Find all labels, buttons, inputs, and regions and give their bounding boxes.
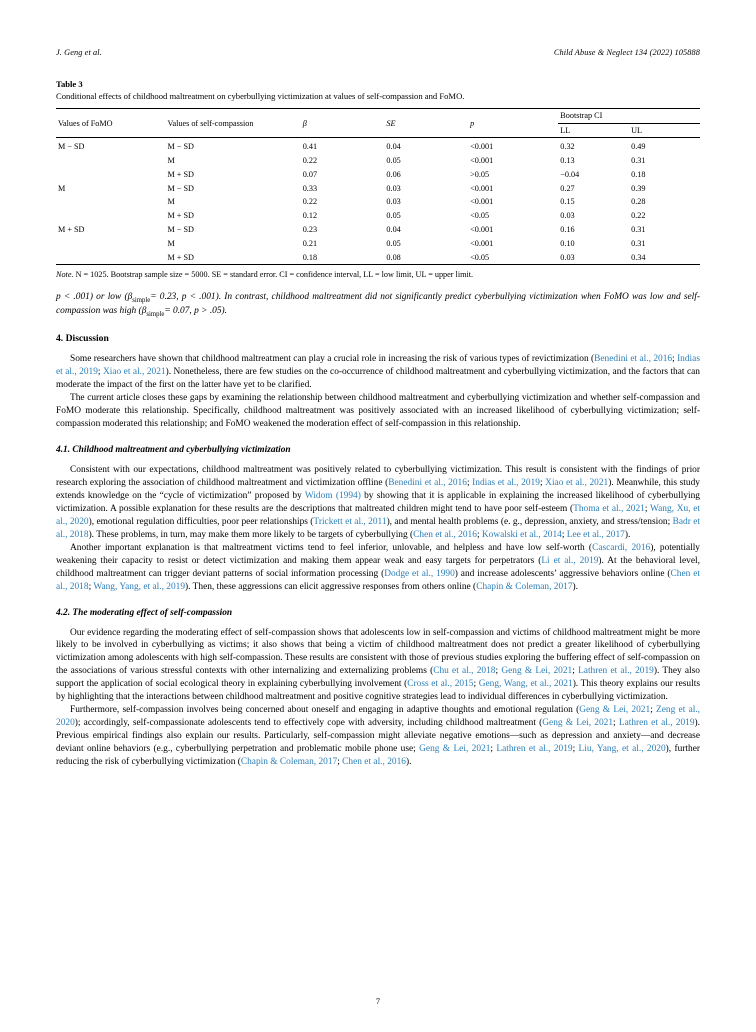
citation-link[interactable]: Geng & Lei, 2021 [419,744,491,755]
cell-se: 0.05 [386,156,401,166]
citation-link[interactable]: Liu, Yang, et al., 2020 [578,744,666,755]
cell-ul: 0.31 [631,238,646,248]
citation-link[interactable]: Chu et al., 2018 [433,666,496,677]
text-run: ; [473,679,479,690]
cell-ul: 0.18 [631,169,646,179]
citation-link[interactable]: Chen et al., 2016 [413,529,477,540]
cell-se: 0.04 [386,224,401,234]
beta-symbol-2: β [141,305,147,316]
cell-p: <0.001 [470,224,494,234]
cell-fomo [56,195,165,209]
citation-link[interactable]: Geng & Lei, 2021 [579,705,651,716]
cell-p: <0.05 [468,250,558,264]
text-run: ). [624,529,631,540]
text-run: ). Then, these aggressions can elicit aggressive responses from others online ( [185,581,477,592]
cell-ll: 0.32 [560,142,575,152]
cell-sc: M + SD [165,250,300,264]
table-note-label: Note. [56,269,74,279]
table-note [56,270,700,281]
cell-sc: M [167,238,175,248]
text-run: ; [490,744,497,755]
paragraph-discussion-1 [56,353,700,392]
citation-link[interactable]: Geng & Lei, 2021 [542,718,614,729]
citation-link[interactable]: Kowalski et al., 2014 [481,529,562,540]
table-row [56,181,700,195]
citation-link[interactable]: Wang, Yang, et al., 2019 [93,581,186,592]
cell-se: 0.05 [386,238,401,248]
table-row [56,167,700,181]
table-row [56,154,700,168]
cell-sc: M [167,197,175,207]
text-run: ; [572,744,579,755]
cell-ul: 0.39 [631,183,646,193]
running-head-authors: J. Geng et al. [56,48,102,57]
text-run: ). These problems, in turn, may make them more likely to be targets of cyberbullying ( [88,529,414,540]
citation-link[interactable]: Wang, Xu, et al., 2020 [56,503,701,527]
citation-link[interactable]: Thoma et al., 2021 [573,503,645,514]
cell-fomo: M + SD [58,224,85,234]
cell-p: >0.05 [470,169,490,179]
text-run: ). [572,581,579,592]
cell-fomo: M − SD [58,142,85,152]
col-header-beta: β [301,108,385,138]
col-header-fomo: Values of FoMO [56,108,165,138]
cell-p: <0.001 [470,142,494,152]
text-run: ). At the behavioral level, childhood maltreatment can trigger deviant patterns of social information processing ( [56,555,700,579]
cell-sc: M + SD [167,211,194,221]
citation-link[interactable]: Chapin & Coleman, 2017 [476,581,573,592]
cell-p: <0.05 [470,211,490,221]
cell-beta: 0.21 [302,238,318,248]
citation-link[interactable]: Xiao et al., 2021 [545,477,609,488]
citation-link[interactable]: Indias et al., 2019 [56,354,700,377]
cell-ll: 0.16 [560,224,575,234]
text-run: ; [476,529,482,540]
cell-ul: 0.31 [631,156,646,166]
text-run: ; [88,581,94,592]
table-row [56,250,700,264]
paragraph-4-2-1 [56,627,700,705]
cell-beta: 0.33 [302,183,318,193]
cell-ul: 0.34 [629,250,700,264]
text-run: ; [672,354,678,364]
text-run: ; [644,503,650,514]
p-continued-b: = 0.23, p < .001). In contrast, childhood maltreatment did not significantly predict cyberbullying victimization when FoMO was low and self-compassion was high ( [56,291,700,316]
text-run: ), emotional regulation difficulties, poor peer relationships ( [88,516,314,527]
cell-ul: 0.31 [631,224,646,234]
cell-beta: 0.22 [302,156,318,166]
cell-beta: 0.41 [302,142,318,152]
text-run: ). This theory explains our results by highlighting that the interactions between childhood maltreatment and positive cognitive strategies lead to individual differences in cyberbullying victimization. [56,679,700,703]
cell-fomo [56,154,165,168]
cell-sc: M − SD [167,142,194,152]
citation-link[interactable]: Benedini et al., 2016 [388,477,467,488]
text-run: Our evidence regarding the moderating effect of self-compassion shows that adolescents low in self-compassion and victims of childhood maltreatment might be more likely to be involved in cyberbullying as victims; it also shows that being a victim of childhood maltreatment does not predict a greater likelihood of cyberbullying victimization among adolescents with high self-compassion. These results are consistent with those of previous studies exploring the buffering effect of self-compassion on the associations of various stressful contexts with other internalizing and externalizing problems ( [56,627,700,677]
text-run: ), further reducing the risk of cyberbullying victimization ( [56,744,701,768]
cell-p: <0.001 [470,238,494,248]
citation-link[interactable]: Zeng et al., 2020 [56,705,701,729]
table-caption: Conditional effects of childhood maltreatment on cyberbullying victimization at values of self-compassion and FoMO. [56,91,465,101]
cell-se: 0.08 [384,250,468,264]
running-head-journal: Child Abuse & Neglect 134 (2022) 105888 [553,48,700,57]
citation-link[interactable]: Geng & Lei, 2021 [501,666,573,677]
text-run: ). They also support the application of social ecological theory in explaining cyberbullying involvement ( [56,666,700,690]
citation-link[interactable]: Benedini et al., 2016 [594,354,673,364]
text-run: ; [97,366,103,377]
cell-ul: 0.22 [631,211,646,221]
cell-p: <0.001 [470,156,494,166]
text-run: ). Previous empirical findings also explain our results. Particularly, self-compassion might alleviate negative emotions—such as depression and anxiety—and decrease deviant online behaviors (e.g., cyberbullying perpetration and problematic mobile phone use; [56,718,700,755]
table-row [56,138,700,154]
col-header-selfcompassion: Values of self-compassion [165,108,300,138]
cell-se: 0.03 [386,183,401,193]
cell-se: 0.03 [386,197,401,207]
text-run: ) and increase adolescents’ aggressive behaviors online ( [454,568,671,579]
cell-ll: 0.15 [560,197,575,207]
cell-beta: 0.07 [302,169,318,179]
text-run: ). [405,757,412,768]
cell-ll: 0.27 [560,183,575,193]
citation-link[interactable]: Xiao et al., 2021 [102,366,166,377]
cell-se: 0.05 [386,211,401,221]
text-run: ; [337,757,343,768]
conditional-effects-table [56,108,700,265]
cell-p: <0.001 [470,197,494,207]
col-header-se: SE [384,108,468,138]
cell-ll: −0.04 [560,169,580,179]
cell-sc: M − SD [167,224,194,234]
cell-se: 0.04 [386,142,401,152]
text-run: ); accordingly, self-compassionate adolescents tend to effectively cope with adversity, including childhood maltreatment ( [74,718,543,729]
cell-ul: 0.49 [631,142,646,152]
text-run: ; [650,705,657,716]
paragraph-4-1-1 [56,464,700,542]
text-run: ; [495,666,502,677]
citation-link[interactable]: Dodge et al., 1990 [384,568,455,579]
table-row [56,223,700,237]
cell-fomo: M [58,183,66,193]
citation-link[interactable]: Indias et al., 2019 [472,477,540,488]
cell-beta: 0.12 [302,211,318,221]
cell-ll: 0.13 [560,156,575,166]
table-body [56,138,700,265]
paragraph-4-1-2 [56,542,700,594]
citation-link[interactable]: Badr et al., 2018 [56,516,700,540]
text-run: ; [613,718,619,729]
text-run: Some researchers have shown that childhood maltreatment can play a crucial role in increasing the risk of various types of revictimization ( [70,354,595,364]
table-row [56,195,700,209]
text-run: Furthermore, self-compassion involves being concerned about oneself and engaging in adaptive thoughts and emotional regulation ( [70,705,580,716]
cell-p: <0.001 [470,183,494,193]
citation-link[interactable]: Trickett et al., 2011 [313,516,387,527]
citation-link[interactable]: Lathren et al., 2019 [496,744,573,755]
table-header-row [56,108,700,123]
text-run: ; [539,477,546,488]
table-3 [56,79,700,281]
beta-subscript-2: simple [146,310,165,318]
citation-link[interactable]: Lathren et al., 2019 [578,666,654,677]
subsection-heading-4-1: 4.1. Childhood maltreatment and cyberbullying victimization [56,444,291,455]
citation-link[interactable]: Li et al., 2019 [541,555,599,566]
citation-link[interactable]: Chen et al., 2018 [56,568,700,592]
citation-link[interactable]: Cascardi, 2016 [592,542,651,553]
table-number: Table 3 [56,79,83,89]
col-header-p: p [468,108,558,138]
citation-link[interactable]: Lathren et al., 2019 [618,718,695,729]
cell-fomo [56,209,165,223]
text-run: Consistent with our expectations, childhood maltreatment was positively related to cyberbullying victimization. This result is consistent with the findings of prior research exploring the association of childhood maltreatment and victimization offline ( [56,464,700,488]
col-header-bootstrap-ci: Bootstrap CI [558,108,700,123]
beta-subscript: simple [132,296,151,304]
citation-link[interactable]: Chapin & Coleman, 2017 [240,757,338,768]
paragraph-continued [56,291,700,319]
text-run: Another important explanation is that maltreatment victims tend to feel inferior, unlovable, and helpless and have low self-worth ( [70,542,593,553]
cell-fomo [56,250,165,264]
table-note-text: N = 1025. Bootstrap sample size = 5000. SE = standard error. CI = confidence interval, LL = low limit, UL = upper limit. [73,269,474,279]
cell-beta: 0.18 [301,250,385,264]
citation-link[interactable]: Chen et al., 2016 [342,757,406,768]
col-header-ll: LL [558,123,629,138]
table-row [56,236,700,250]
cell-beta: 0.22 [302,197,318,207]
citation-link[interactable]: Geng, Wang, et al., 2021 [478,679,573,690]
beta-symbol: β [127,291,133,302]
text-run: ), and mental health problems (e. g., depression, anxiety, and stress/tension; [386,516,673,527]
text-run: ). Nonetheless, there are few studies on the co-occurrence of childhood maltreatment and cyberbullying victimization, and the factors that can moderate the impact of the first on the latter have yet to be clarified. [56,366,700,390]
cell-sc: M + SD [167,169,194,179]
cell-beta: 0.23 [302,224,318,234]
cell-ul: 0.28 [631,197,646,207]
running-head [56,48,700,57]
cell-sc: M − SD [167,183,194,193]
p-continued-a: p < .001) or low ( [56,291,128,302]
p-continued-c: = 0.07, p > .05). [164,305,228,316]
text-run: ; [561,529,567,540]
cell-fomo [56,167,165,181]
citation-link[interactable]: Lee et al., 2017 [566,529,625,540]
cell-fomo [56,236,165,250]
subsection-heading-4-2: 4.2. The moderating effect of self-compassion [56,607,233,618]
cell-ll: 0.03 [560,211,575,221]
cell-ll: 0.03 [558,250,629,264]
section-heading-discussion: 4. Discussion [56,333,109,344]
text-run: ; [466,477,473,488]
citation-link[interactable]: Cross et al., 2015 [407,679,474,690]
cell-ll: 0.10 [560,238,575,248]
paragraph-discussion-2: The current article closes these gaps by examining the relationship between childhood maltreatment and cyberbullying victimization and whether self-compassion and FoMO moderate this relationship. Specifically, childhood maltreatment was positively associated with an increased likelihood of cyberbullying victimization; self-compassion moderated this relationship; and FoMO weakened the moderation effect of self-compassion in this relationship. [56,392,700,429]
text-run: ), potentially weakening their capacity to resist or detect victimization and making them appear weak and easy targets for perpetrators ( [56,542,700,566]
table-row [56,209,700,223]
citation-link[interactable]: Widom (1994) [304,490,361,501]
text-run: by showing that it is applicable in explaining the increased likelihood of cyberbullying victimization. A possible explanation for these results are the descriptions that maltreated children might tend to have poor self-esteem ( [56,490,700,514]
col-header-ul: UL [629,123,700,138]
text-run: ). Meanwhile, this study extends knowledge on the “cycle of victimization” proposed by [56,477,700,501]
cell-sc: M [167,156,175,166]
page-number: 7 [375,997,381,1006]
paragraph-4-2-2 [56,704,700,769]
text-run: ; [572,666,579,677]
cell-se: 0.06 [386,169,401,179]
